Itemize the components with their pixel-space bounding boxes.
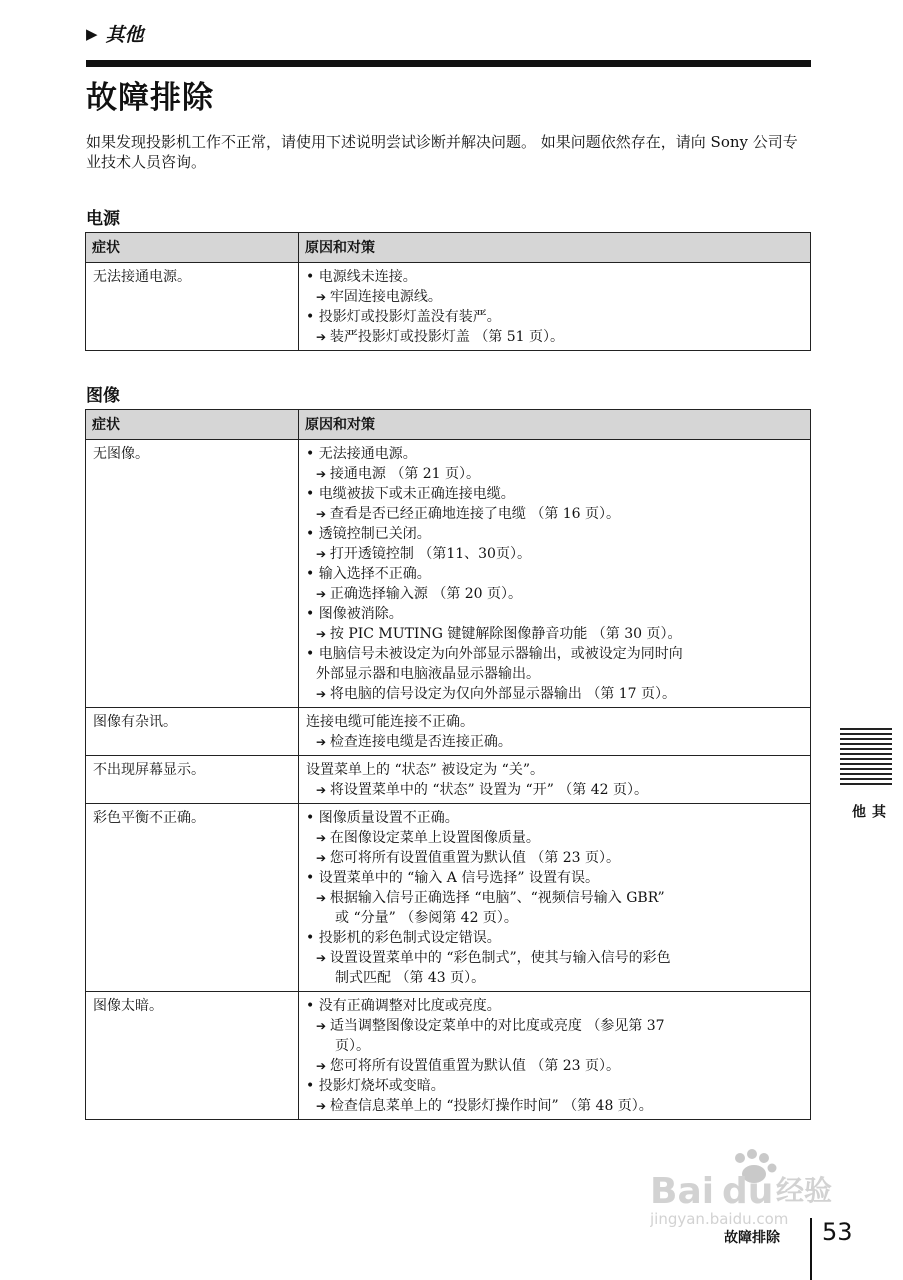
remedy-line: ➔ 打开透镜控制 （第11、30页）。: [306, 544, 804, 564]
baidu-watermark-logo: [650, 1148, 845, 1228]
symptom-cell: 不出现屏幕显示。: [86, 756, 299, 804]
cause-cell: [299, 756, 811, 804]
cause-line: 页）。: [335, 1038, 370, 1054]
image-table: [85, 409, 811, 1120]
cause-line: • 设置菜单中的 “输入 A 信号选择” 设置有误。: [306, 868, 804, 888]
side-tab-stripes: [840, 728, 892, 788]
cause-line: • 电源线未连接。: [306, 267, 804, 287]
cause-cell: [299, 992, 811, 1120]
cause-line: 连接电缆可能连接不正确。: [306, 714, 474, 730]
cause-line: • 无法接通电源。: [306, 444, 804, 464]
triangle-right-icon: ▶: [86, 24, 98, 43]
table-row: [86, 263, 811, 351]
title-rule: [86, 60, 811, 67]
remedy-line: ➔ 装严投影灯或投影灯盖 （第 51 页）。: [306, 327, 804, 347]
symptom-cell: 彩色平衡不正确。: [86, 804, 299, 992]
cause-line: • 图像质量设置不正确。: [306, 808, 804, 828]
svg-text:jingyan.baidu.com: jingyan.baidu.com: [650, 1210, 789, 1228]
table-row: [86, 440, 811, 708]
page-number: 53: [822, 1218, 853, 1246]
cause-line: • 电缆被拔下或未正确连接电缆。: [306, 484, 804, 504]
footer-section-label: 故障排除: [724, 1230, 780, 1246]
section-heading-power: 电源: [86, 209, 120, 229]
cause-cell: [299, 804, 811, 992]
column-header-cause: 原因和对策: [299, 233, 811, 263]
cause-cell: [299, 440, 811, 708]
cause-cell: [299, 263, 811, 351]
remedy-line: ➔ 将设置菜单中的 “状态” 设置为 “开” （第 42 页）。: [306, 780, 804, 800]
column-header-cause: 原因和对策: [299, 410, 811, 440]
symptom-cell: 无图像。: [86, 440, 299, 708]
power-table: [85, 232, 811, 351]
table-header-row: [86, 410, 811, 440]
remedy-line: ➔ 查看是否已经正确地连接了电缆 （第 16 页）。: [306, 504, 804, 524]
symptom-cell: 无法接通电源。: [86, 263, 299, 351]
remedy-line: ➔ 设置设置菜单中的 “彩色制式”，使其与输入信号的彩色: [306, 948, 804, 968]
svg-text:du: du: [722, 1171, 774, 1212]
table-row: [86, 804, 811, 992]
remedy-line: ➔ 检查信息菜单上的 “投影灯操作时间” （第 48 页）。: [306, 1096, 804, 1116]
breadcrumb: [86, 20, 144, 47]
intro-paragraph: 如果发现投影机工作不正常，请使用下述说明尝试诊断并解决问题。 如果问题依然存在，请向 Sony 公司专业技术人员咨询。: [86, 133, 798, 171]
table-row: [86, 708, 811, 756]
column-header-symptom: 症状: [86, 410, 299, 440]
cause-line: • 电脑信号未被设定为向外部显示器输出，或被设定为同时向: [306, 644, 804, 664]
cause-line: • 投影灯烧坏或变暗。: [306, 1076, 804, 1096]
remedy-line: ➔ 您可将所有设置值重置为默认值 （第 23 页）。: [306, 1056, 804, 1076]
page-title: 故障排除: [86, 80, 214, 116]
table-header-row: [86, 233, 811, 263]
svg-text:Bai: Bai: [650, 1171, 715, 1212]
cause-line: • 图像被消除。: [306, 604, 804, 624]
column-header-symptom: 症状: [86, 233, 299, 263]
remedy-line: ➔ 在图像设定菜单上设置图像质量。: [306, 828, 804, 848]
section-heading-image: 图像: [86, 386, 120, 406]
cause-line: 制式匹配 （第 43 页）。: [335, 970, 486, 986]
cause-line: • 没有正确调整对比度或亮度。: [306, 996, 804, 1016]
remedy-line: ➔ 将电脑的信号设定为仅向外部显示器输出 （第 17 页）。: [306, 684, 804, 704]
table-row: [86, 756, 811, 804]
cause-line: • 投影灯或投影灯盖没有装严。: [306, 307, 804, 327]
cause-line: • 投影机的彩色制式设定错误。: [306, 928, 804, 948]
cause-line: 或 “分量” （参阅第 42 页）。: [335, 910, 518, 926]
symptom-cell: 图像太暗。: [86, 992, 299, 1120]
remedy-line: ➔ 根据输入信号正确选择 “电脑”、“视频信号输入 GBR”: [306, 888, 804, 908]
table-row: [86, 992, 811, 1120]
cause-cell: [299, 708, 811, 756]
cause-line: 设置菜单上的 “状态” 被设定为 “关”。: [306, 762, 544, 778]
footer-rule: [810, 1218, 812, 1280]
remedy-line: ➔ 正确选择输入源 （第 20 页）。: [306, 584, 804, 604]
side-tab: [840, 728, 892, 818]
remedy-line: ➔ 检查连接电缆是否连接正确。: [306, 732, 804, 752]
svg-text:经验: 经验: [776, 1174, 833, 1207]
remedy-line: ➔ 接通电源 （第 21 页）。: [306, 464, 804, 484]
remedy-line: ➔ 您可将所有设置值重置为默认值 （第 23 页）。: [306, 848, 804, 868]
cause-line: 外部显示器和电脑液晶显示器输出。: [316, 666, 540, 682]
remedy-line: ➔ 牢固连接电源线。: [306, 287, 804, 307]
side-tab-label: 其他: [850, 804, 886, 818]
breadcrumb-text: 其他: [105, 24, 144, 46]
remedy-line: ➔ 适当调整图像设定菜单中的对比度或亮度 （参见第 37: [306, 1016, 804, 1036]
symptom-cell: 图像有杂讯。: [86, 708, 299, 756]
remedy-line: ➔ 按 PIC MUTING 键键解除图像静音功能 （第 30 页）。: [306, 624, 804, 644]
cause-line: • 透镜控制已关闭。: [306, 524, 804, 544]
cause-line: • 输入选择不正确。: [306, 564, 804, 584]
